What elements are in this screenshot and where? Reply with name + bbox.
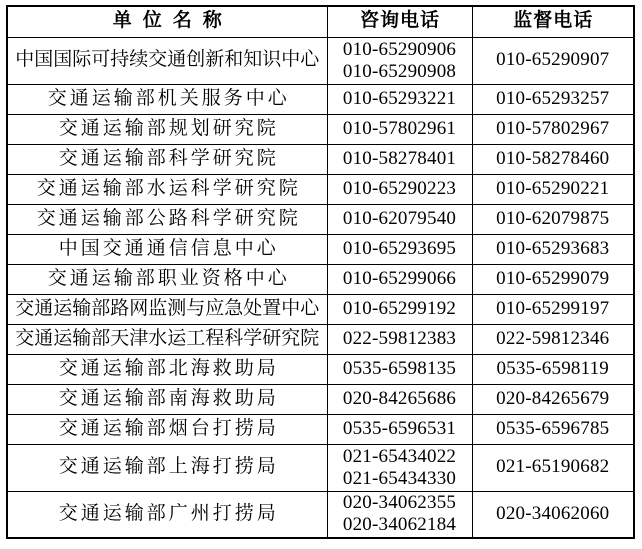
supervise-phone-cell: 0535-6596785 <box>472 414 634 444</box>
consult-phone-cell <box>327 491 472 538</box>
supervise-phone-cell: 010-65293683 <box>472 234 634 264</box>
table-row <box>7 444 634 491</box>
unit-name-cell: 交通运输部烟台打捞局 <box>7 414 327 444</box>
unit-name-cell: 交通运输部科学研究院 <box>7 144 327 174</box>
table-row <box>7 414 634 444</box>
unit-name-cell: 交通运输部机关服务中心 <box>7 84 327 114</box>
phone-number: 022-59812383 <box>342 328 457 349</box>
unit-name-cell: 交通运输部南海救助局 <box>7 384 327 414</box>
unit-name-cell: 交通运输部水运科学研究院 <box>7 174 327 204</box>
unit-name-cell: 交通运输部上海打捞局 <box>7 444 327 491</box>
phone-number: 0535-6596531 <box>342 418 457 439</box>
consult-phone-cell <box>327 234 472 264</box>
consult-phone-cell <box>327 384 472 414</box>
phone-number: 010-65290908 <box>342 60 457 82</box>
unit-name-cell: 交通运输部公路科学研究院 <box>7 204 327 234</box>
unit-name-cell: 交通运输部职业资格中心 <box>7 264 327 294</box>
supervise-phone-cell: 010-65299079 <box>472 264 634 294</box>
phone-number: 010-62079540 <box>342 208 457 229</box>
table-row <box>7 264 634 294</box>
consult-phone-cell <box>327 84 472 114</box>
phone-directory-table <box>6 5 635 539</box>
consult-phone-cell <box>327 174 472 204</box>
unit-name-cell: 交通运输部北海救助局 <box>7 354 327 384</box>
phone-number: 010-65293695 <box>342 238 457 259</box>
supervise-phone-cell: 010-58278460 <box>472 144 634 174</box>
supervise-phone-cell: 010-57802967 <box>472 114 634 144</box>
phone-number: 021-65434022 <box>342 445 457 467</box>
phone-number: 010-65293221 <box>342 88 457 109</box>
supervise-phone-cell: 021-65190682 <box>472 444 634 491</box>
phone-number: 010-65299066 <box>342 268 457 289</box>
column-header-unit-name: 单位名称 <box>7 6 327 37</box>
phone-number: 010-57802961 <box>342 118 457 139</box>
supervise-phone-cell: 020-34062060 <box>472 491 634 538</box>
column-header-supervise-phone: 监督电话 <box>472 6 634 37</box>
supervise-phone-cell: 022-59812346 <box>472 324 634 354</box>
phone-number: 010-58278401 <box>342 148 457 169</box>
phone-table-body <box>7 37 634 538</box>
consult-phone-cell <box>327 114 472 144</box>
supervise-phone-cell: 010-65293257 <box>472 84 634 114</box>
table-row <box>7 354 634 384</box>
phone-number: 010-65290906 <box>342 38 457 60</box>
supervise-phone-cell: 020-84265679 <box>472 384 634 414</box>
table-row <box>7 384 634 414</box>
table-row <box>7 234 634 264</box>
unit-name-cell: 交通运输部规划研究院 <box>7 114 327 144</box>
supervise-phone-cell: 010-65290221 <box>472 174 634 204</box>
supervise-phone-cell: 010-65299197 <box>472 294 634 324</box>
table-row <box>7 294 634 324</box>
unit-name-cell: 交通运输部广州打捞局 <box>7 491 327 538</box>
table-row <box>7 84 634 114</box>
consult-phone-cell <box>327 324 472 354</box>
table-row <box>7 144 634 174</box>
table-row <box>7 174 634 204</box>
consult-phone-cell <box>327 354 472 384</box>
consult-phone-cell <box>327 414 472 444</box>
supervise-phone-cell: 010-62079875 <box>472 204 634 234</box>
unit-name-cell: 中国交通通信信息中心 <box>7 234 327 264</box>
table-row <box>7 114 634 144</box>
table-row <box>7 204 634 234</box>
phone-number: 020-84265686 <box>342 388 457 409</box>
consult-phone-cell <box>327 144 472 174</box>
header-row <box>7 6 634 37</box>
phone-number: 010-65299192 <box>342 298 457 319</box>
column-header-consult-phone: 咨询电话 <box>327 6 472 37</box>
table-row <box>7 37 634 84</box>
consult-phone-cell <box>327 37 472 84</box>
unit-name-cell: 交通运输部天津水运工程科学研究院 <box>7 324 327 354</box>
phone-number: 010-65290223 <box>342 178 457 199</box>
unit-name-cell: 交通运输部路网监测与应急处置中心 <box>7 294 327 324</box>
consult-phone-cell <box>327 294 472 324</box>
supervise-phone-cell: 0535-6598119 <box>472 354 634 384</box>
consult-phone-cell <box>327 444 472 491</box>
phone-number: 021-65434330 <box>342 467 457 489</box>
supervise-phone-cell: 010-65290907 <box>472 37 634 84</box>
table-row <box>7 324 634 354</box>
phone-number: 020-34062355 <box>342 492 457 514</box>
phone-number: 020-34062184 <box>342 514 457 536</box>
consult-phone-cell <box>327 204 472 234</box>
phone-number: 0535-6598135 <box>342 358 457 379</box>
unit-name-cell: 中国国际可持续交通创新和知识中心 <box>7 37 327 84</box>
consult-phone-cell <box>327 264 472 294</box>
table-row <box>7 491 634 538</box>
